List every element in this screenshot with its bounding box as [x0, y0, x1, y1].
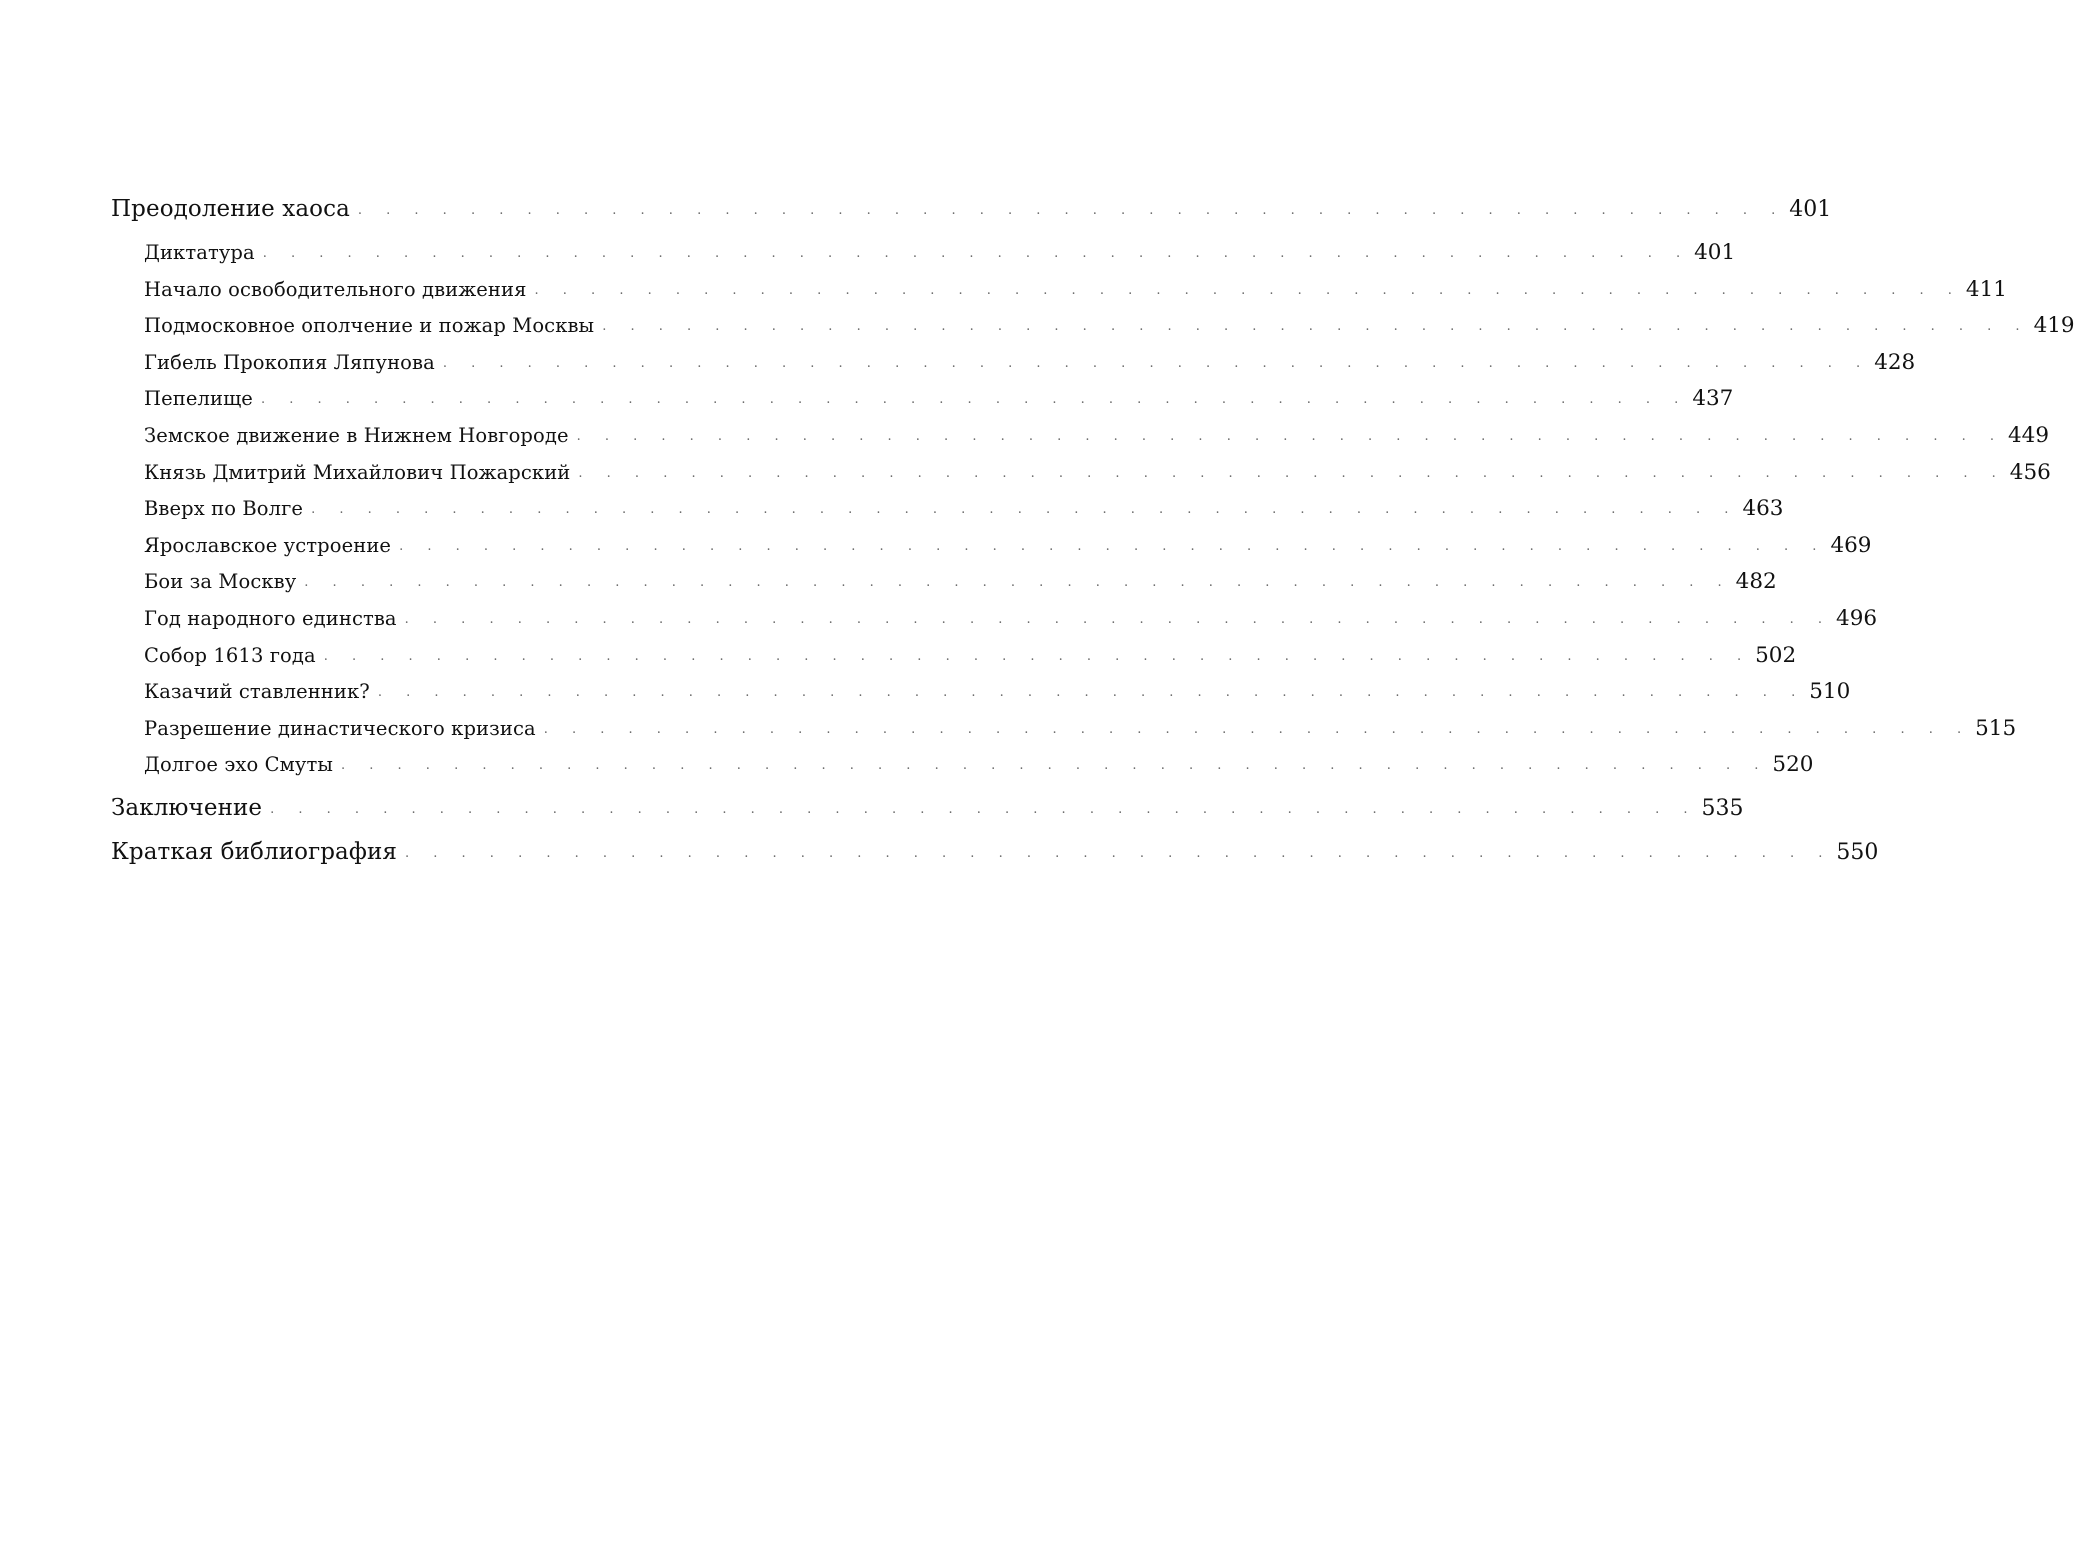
- toc-entry-chapter[interactable]: [111, 196, 1832, 240]
- toc-entry-chapter[interactable]: [111, 838, 1879, 883]
- toc-entry-page-number: 535: [1701, 795, 1744, 821]
- toc-entry-section[interactable]: [111, 240, 1736, 277]
- dot-leader: . . . . . . . . . . . . . . . . . . . . . . . . . . . . . . . . . . . . . . . . . . . . . . . . . . .: [602, 319, 2030, 335]
- dot-leader: . . . . . . . . . . . . . . . . . . . . . . . . . . . . . . . . . . . . . . . . . . . . . . . . . . .: [262, 246, 1691, 261]
- dot-leader: . . . . . . . . . . . . . . . . . . . . . . . . . . . . . . . . . . . . . . . . . . . . . . . . . . .: [304, 575, 1732, 591]
- toc-entry-page-number: 428: [1874, 349, 1916, 375]
- dot-leader: . . . . . . . . . . . . . . . . . . . . . . . . . . . . . . . . . . . . . . . . . . . . . . . . . . .: [404, 611, 1833, 627]
- dot-leader: . . . . . . . . . . . . . . . . . . . . . . . . . . . . . . . . . . . . . . . . . . . . . . . . . . .: [405, 845, 1833, 861]
- dot-leader: . . . . . . . . . . . . . . . . . . . . . . . . . . . . . . . . . . . . . . . . . . . . . . . . . . .: [341, 758, 1769, 774]
- dot-leader: . . . . . . . . . . . . . . . . . . . . . . . . . . . . . . . . . . . . . . . . . . . . . . . . . . .: [534, 282, 1962, 298]
- toc-entry-section[interactable]: [111, 386, 1734, 423]
- toc-entry-section[interactable]: [111, 679, 1851, 716]
- toc-entry-title: Диктатура: [144, 241, 255, 264]
- toc-entry-title: Начало освободительного движения: [144, 277, 527, 301]
- toc-entry-title: Пепелище: [144, 387, 253, 411]
- toc-entry-title: Земское движение в Нижнем Новгороде: [144, 423, 569, 447]
- dot-leader: . . . . . . . . . . . . . . . . . . . . . . . . . . . . . . . . . . . . . . . . . . . . . . . . . . .: [578, 465, 2006, 481]
- toc-entry-page-number: 401: [1694, 240, 1736, 265]
- dot-leader: . . . . . . . . . . . . . . . . . . . . . . . . . . . . . . . . . . . . . . . . . . . . . . . . . . .: [270, 801, 1698, 817]
- toc-entry-title: Год народного единства: [144, 606, 397, 630]
- toc-entry-section[interactable]: [111, 752, 1814, 789]
- toc-entry-section[interactable]: [111, 715, 2017, 753]
- toc-entry-title: Казачий ставленник?: [144, 680, 370, 704]
- toc-entry-section[interactable]: [111, 605, 1878, 643]
- toc-entry-title: Князь Дмитрий Михайлович Пожарский: [144, 460, 571, 484]
- toc-entry-page-number: 482: [1735, 569, 1777, 595]
- toc-entry-page-number: 437: [1692, 386, 1734, 412]
- toc-entry-section[interactable]: [111, 496, 1784, 533]
- toc-entry-page-number: 515: [1975, 715, 2017, 741]
- toc-entry-page-number: 419: [2033, 313, 2075, 339]
- toc-entry-chapter[interactable]: [111, 794, 1744, 839]
- toc-entry-title: Краткая библиография: [111, 838, 398, 865]
- toc-entry-section[interactable]: [111, 313, 2075, 350]
- toc-entry-page-number: 520: [1772, 752, 1814, 778]
- toc-entry-title: Разрешение династического кризиса: [144, 716, 536, 740]
- toc-entry-page-number: 469: [1830, 532, 1872, 558]
- toc-entry-page-number: 502: [1755, 642, 1797, 668]
- toc-entry-section[interactable]: [111, 532, 1872, 570]
- toc-entry-title: Долгое эхо Смуты: [144, 753, 334, 777]
- toc-entry-section[interactable]: [111, 422, 2050, 460]
- toc-entry-page-number: 463: [1742, 496, 1784, 522]
- dot-leader: . . . . . . . . . . . . . . . . . . . . . . . . . . . . . . . . . . . . . . . . . . . . . . . . . . .: [543, 721, 1972, 737]
- dot-leader: . . . . . . . . . . . . . . . . . . . . . . . . . . . . . . . . . . . . . . . . . . . . . . . . . . .: [442, 355, 1871, 371]
- toc-entry-page-number: 510: [1809, 679, 1851, 705]
- toc-entry-section[interactable]: [111, 276, 2007, 314]
- dot-leader: . . . . . . . . . . . . . . . . . . . . . . . . . . . . . . . . . . . . . . . . . . . . . . . . . . .: [323, 648, 1752, 664]
- table-of-contents: [111, 196, 2075, 883]
- toc-entry-title: Преодоление хаоса: [111, 196, 350, 222]
- toc-entry-title: Вверх по Волге: [144, 497, 304, 521]
- toc-entry-title: Подмосковное ополчение и пожар Москвы: [144, 314, 595, 338]
- toc-entry-title: Заключение: [111, 794, 263, 821]
- dot-leader: . . . . . . . . . . . . . . . . . . . . . . . . . . . . . . . . . . . . . . . . . . . . . . . . . . .: [260, 392, 1689, 408]
- toc-entry-page-number: 449: [2007, 422, 2050, 448]
- dot-leader: . . . . . . . . . . . . . . . . . . . . . . . . . . . . . . . . . . . . . . . . . . . . . . . . . . .: [576, 428, 2004, 444]
- toc-entry-page-number: 401: [1789, 197, 1832, 222]
- toc-entry-title: Гибель Прокопия Ляпунова: [144, 350, 435, 374]
- toc-entry-section[interactable]: [111, 459, 2051, 497]
- toc-entry-title: Собор 1613 года: [144, 643, 316, 667]
- dot-leader: . . . . . . . . . . . . . . . . . . . . . . . . . . . . . . . . . . . . . . . . . . . . . . . . . . .: [377, 685, 1806, 701]
- toc-entry-page-number: 550: [1836, 839, 1879, 865]
- toc-entry-section[interactable]: [111, 349, 1916, 387]
- toc-entry-page-number: 496: [1836, 605, 1878, 631]
- toc-entry-title: Ярославское устроение: [144, 533, 392, 557]
- toc-entry-section[interactable]: [111, 642, 1797, 680]
- toc-entry-title: Бои за Москву: [144, 570, 297, 594]
- toc-entry-page-number: 411: [1965, 276, 2007, 302]
- dot-leader: . . . . . . . . . . . . . . . . . . . . . . . . . . . . . . . . . . . . . . . . . . . . . . . . . . .: [311, 502, 1739, 518]
- dot-leader: . . . . . . . . . . . . . . . . . . . . . . . . . . . . . . . . . . . . . . . . . . . . . . . . . . .: [357, 203, 1786, 218]
- dot-leader: . . . . . . . . . . . . . . . . . . . . . . . . . . . . . . . . . . . . . . . . . . . . . . . . . . .: [399, 538, 1827, 554]
- toc-entry-section[interactable]: [111, 569, 1777, 606]
- toc-entry-page-number: 456: [2009, 459, 2051, 485]
